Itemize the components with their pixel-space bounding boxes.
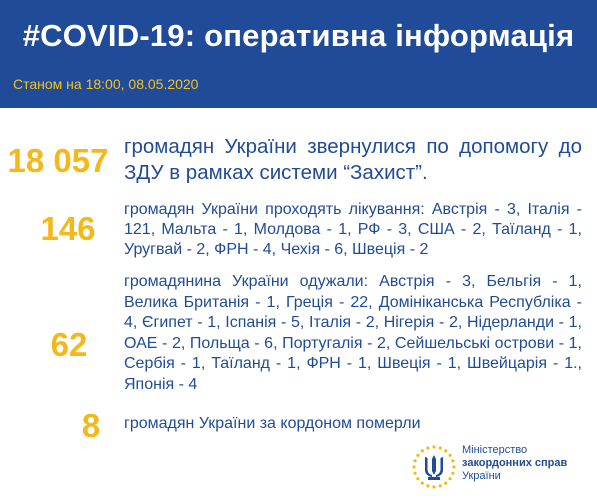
stat-text-deceased: громадян України за кордоном померли xyxy=(124,415,421,432)
date-line: Станом на 18:00, 08.05.2020 xyxy=(13,76,199,92)
ministry-line-3: України xyxy=(462,470,501,482)
page-title: #COVID-19: оперативна інформація xyxy=(22,18,575,53)
stat-text-treatment: громадян України проходять лікування: Австрія - 3, Італія - 121, Мальта - 1, Молдова - 1, РФ - 3, США - 2, Таїланд - 1, Уругвай - 2, ФРН - 4, Чехія - 6, Швеція - 2 xyxy=(124,201,582,258)
ministry-name xyxy=(462,444,567,483)
ministry-line-1: Міністерство xyxy=(462,444,528,456)
stat-text-requests: громадян України звернулися по допомогу до ЗДУ в рамках системи “Захист”. xyxy=(124,135,582,184)
stat-number-treatment: 146 xyxy=(40,210,96,247)
header-banner xyxy=(0,0,597,108)
stat-number-deceased: 8 xyxy=(81,407,101,444)
stat-number-recovered: 62 xyxy=(50,326,88,363)
stat-number-requests: 18 057 xyxy=(7,142,109,179)
ministry-logo xyxy=(411,442,591,490)
stat-text-recovered: громадянина України одужали: Австрія - 3, Бельгія - 1, Велика Британія - 1, Греція - 22, Домініканська Республіка - 4, Єгипет - 1, Іспанія - 5, Італія - 2, Нігерія - 2, Нідерланди - 1, ОАЕ - 2, Польща - 6, Португалія - 2, Сейшельські острови - 1, Сербія - 1, Таїланд - 1, ФРН - 1, Швеція - 1, Швейцарія - 1., Японія - 4 xyxy=(124,273,582,393)
ministry-line-2: закордонних справ xyxy=(462,457,568,469)
dotted-ring-trident-icon xyxy=(411,444,457,490)
